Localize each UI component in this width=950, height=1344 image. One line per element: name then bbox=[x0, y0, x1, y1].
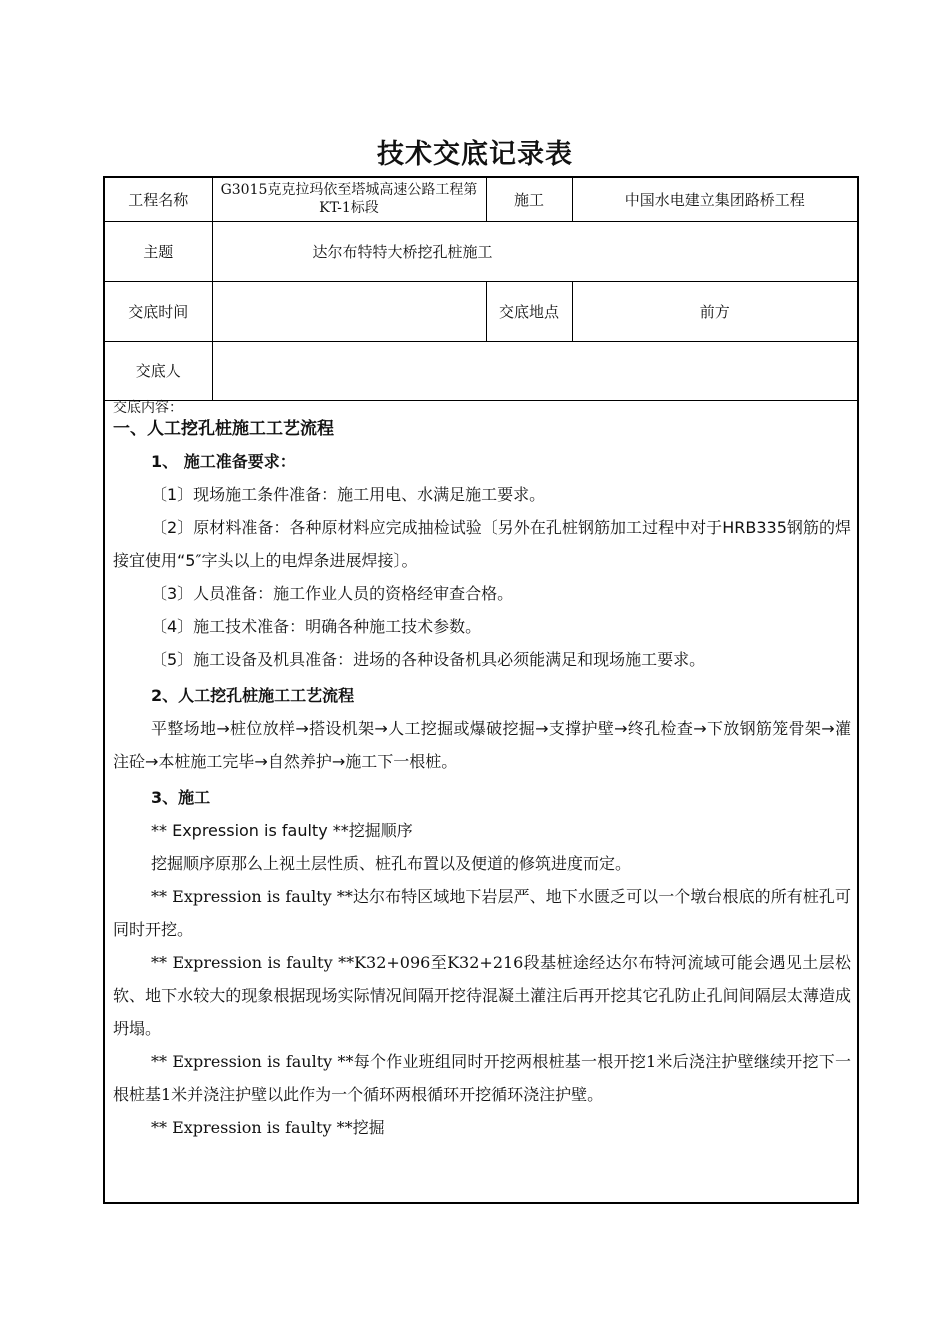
paragraph: ** Expression is faulty **每个作业班组同时开挖两根桩基一根开挖1米后浇注护壁继续开挖下一根桩基1米并浇注护壁以此作为一个循环两根循环开挖循环浇注护壁。 bbox=[113, 1052, 851, 1104]
construction-label: 施工 bbox=[486, 178, 572, 221]
content-label: 交底内容： bbox=[113, 400, 183, 416]
place-label: 交底地点 bbox=[486, 281, 572, 341]
section-heading: 一、人工挖孔桩施工工艺流程 bbox=[113, 419, 334, 439]
paragraph: ** Expression is faulty **挖掘顺序 bbox=[151, 821, 413, 840]
list-item: 〔4〕施工技术准备：明确各种施工技术参数。 bbox=[151, 617, 482, 636]
time-label: 交底时间 bbox=[105, 281, 212, 341]
person-label: 交底人 bbox=[105, 341, 212, 400]
subsection-heading-3: 3、施工 bbox=[151, 788, 211, 807]
paragraph: 挖掘顺序原那么上视土层性质、桩孔布置以及便道的修筑进度而定。 bbox=[151, 854, 632, 873]
time-value bbox=[212, 281, 486, 341]
process-flow: 平整场地→桩位放样→搭设机架→人工挖掘或爆破挖掘→支撑护壁→终孔检查→下放钢筋笼骨架→灌注砼→本桩施工完毕→自然养护→施工下一根桩。 bbox=[113, 719, 851, 771]
project-name-value: G3015克克拉玛依至塔城高速公路工程第KT-1标段 bbox=[212, 178, 486, 221]
construction-value: 中国水电建立集团路桥工程 bbox=[572, 178, 857, 221]
paragraph: ** Expression is faulty **挖掘 bbox=[151, 1118, 385, 1137]
list-item: 〔1〕现场施工条件准备：施工用电、水满足施工要求。 bbox=[151, 485, 546, 504]
topic-value: 达尔布特特大桥挖孔桩施工 bbox=[212, 221, 857, 281]
list-item: 〔5〕施工设备及机具准备：进场的各种设备机具必须能满足和现场施工要求。 bbox=[151, 650, 706, 669]
person-value bbox=[212, 341, 857, 400]
header-table bbox=[105, 178, 857, 401]
record-sheet bbox=[103, 176, 859, 1204]
list-item: 〔2〕原材料准备：各种原材料应完成抽检试验〔另外在孔桩钢筋加工过程中对于HRB335钢筋的焊接宜使用“5″字头以上的电焊条进展焊接〕。 bbox=[113, 518, 851, 570]
place-value: 前方 bbox=[572, 281, 857, 341]
subsection-heading-2: 2、人工挖孔桩施工工艺流程 bbox=[151, 686, 355, 705]
content-area bbox=[113, 400, 851, 1144]
topic-label: 主题 bbox=[105, 221, 212, 281]
project-name-label: 工程名称 bbox=[105, 178, 212, 221]
document-title: 技术交底记录表 bbox=[377, 139, 573, 170]
list-item: 〔3〕人员准备：施工作业人员的资格经审查合格。 bbox=[151, 584, 514, 603]
subsection-heading-1: 1、 施工准备要求： bbox=[151, 452, 296, 471]
paragraph: ** Expression is faulty **K32+096至K32+216段基桩途经达尔布特河流域可能会遇见土层松软、地下水较大的现象根据现场实际情况间隔开挖待混凝土灌注后再开挖其它孔防止孔间间隔层太薄造成坍塌。 bbox=[113, 953, 851, 1038]
paragraph: ** Expression is faulty **达尔布特区域地下岩层严、地下水匮乏可以一个墩台根底的所有桩孔可同时开挖。 bbox=[113, 887, 851, 939]
